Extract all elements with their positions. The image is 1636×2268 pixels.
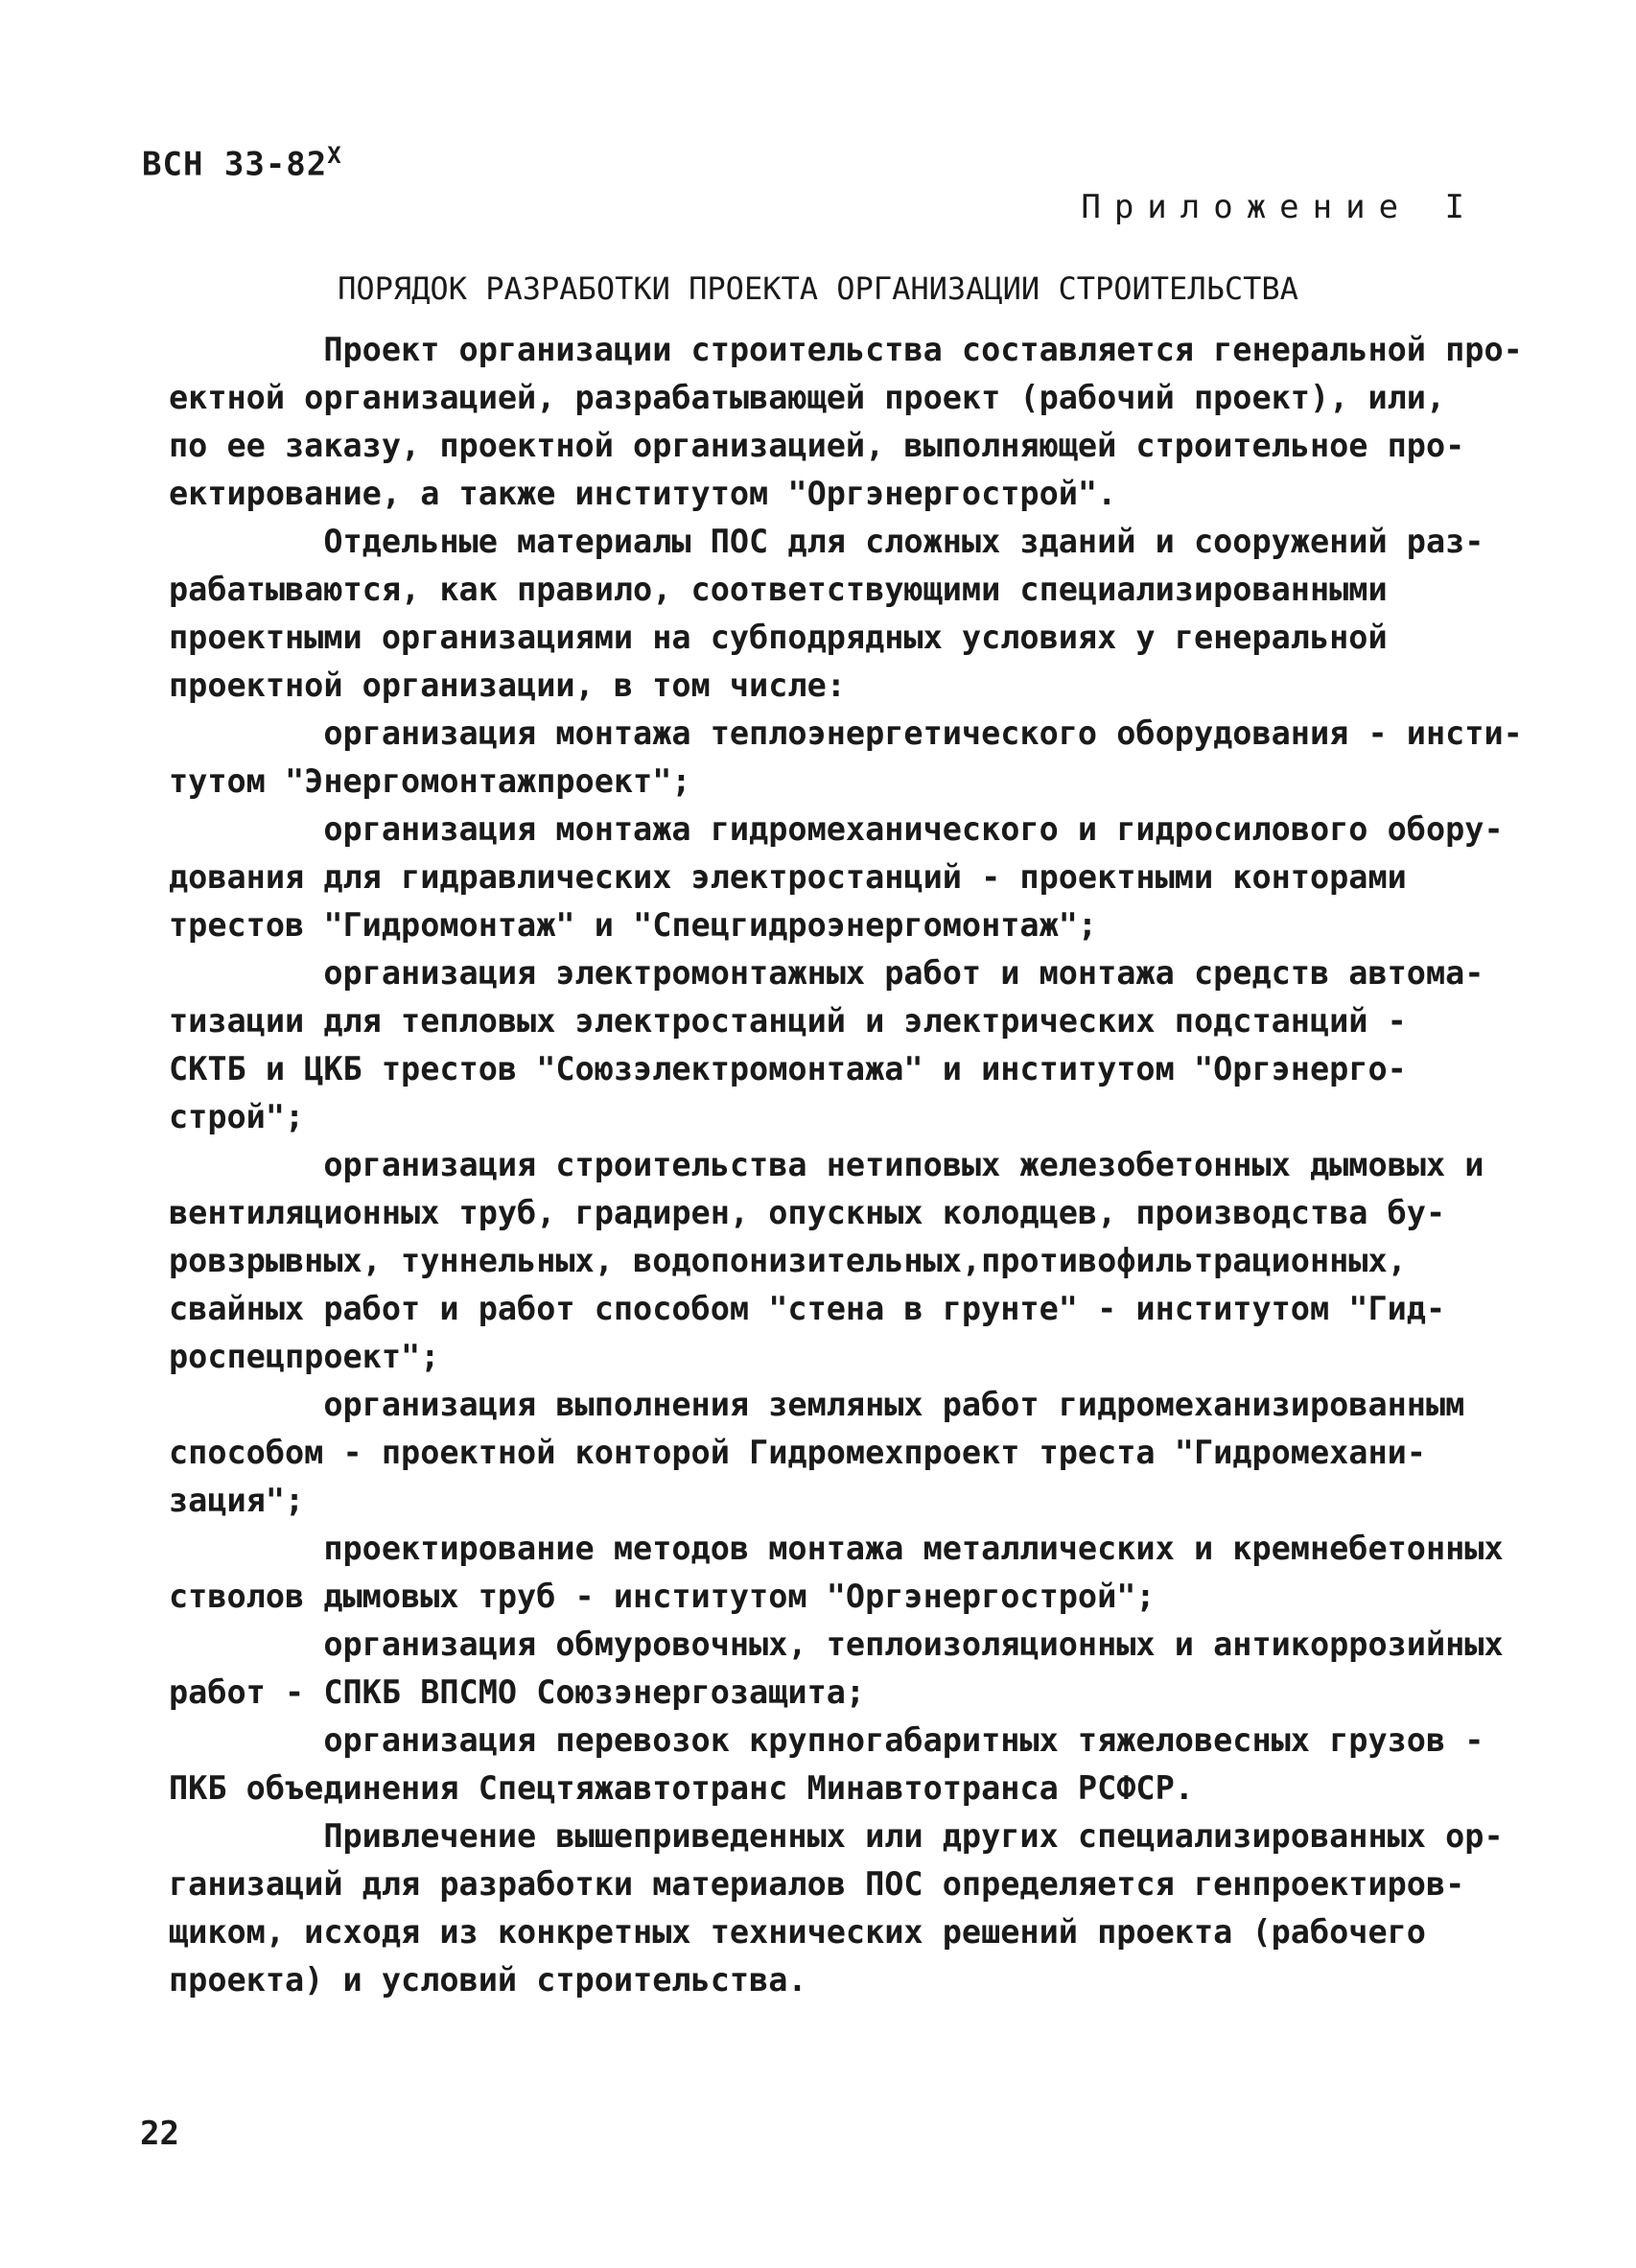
text-line: трестов "Гидромонтаж" и "Спецгидроэнергомонтаж";	[169, 906, 1098, 944]
section-title: ПОРЯДОК РАЗРАБОТКИ ПРОЕКТА ОРГАНИЗАЦИИ СТРОИТЕЛЬСТВА	[338, 270, 1298, 307]
body-text	[169, 326, 1523, 2004]
text-line: организация монтажа теплоэнергетического оборудования - инсти-	[169, 714, 1523, 752]
text-line: строй";	[169, 1098, 305, 1135]
text-line: ектной организацией, разрабатывающей проект (рабочий проект), или,	[169, 379, 1446, 416]
text-line: организация обмуровочных, теплоизоляционных и антикоррозийных	[169, 1625, 1504, 1663]
text-line: ектирование, а также институтом "Оргэнергострой".	[169, 475, 1117, 512]
text-line: Отдельные материалы ПОС для сложных зданий и сооружений раз-	[169, 523, 1484, 560]
text-line: проектными организациями на субподрядных условиях у генеральной	[169, 619, 1388, 656]
text-line: проектной организации, в том числе:	[169, 666, 846, 704]
document-code-superscript: Х	[327, 142, 342, 169]
page-number: 22	[140, 2115, 179, 2153]
text-line: Проект организации строительства составляется генеральной про-	[169, 331, 1523, 368]
text-line: работ - СПКБ ВПСМО Союзэнергозащита;	[169, 1673, 866, 1711]
text-line: способом - проектной конторой Гидромехпроект треста "Гидромехани-	[169, 1434, 1426, 1471]
appendix-label: Приложение I	[1081, 188, 1478, 226]
text-line: стволов дымовых труб - институтом "Оргэнергострой";	[169, 1578, 1156, 1615]
document-code	[142, 142, 342, 183]
text-line: Привлечение вышеприведенных или других специализированных ор-	[169, 1817, 1504, 1855]
text-line: организация перевозок крупногабаритных тяжеловесных грузов -	[169, 1721, 1484, 1759]
text-line: по ее заказу, проектной организацией, выполняющей строительное про-	[169, 427, 1465, 464]
text-line: проектирование методов монтажа металлических и кремнебетонных	[169, 1530, 1504, 1567]
text-line: роспецпроект";	[169, 1338, 440, 1375]
text-line: проекта) и условий строительства.	[169, 1961, 807, 1999]
text-line: тизации для тепловых электростанций и электрических подстанций -	[169, 1002, 1407, 1040]
text-line: свайных работ и работ способом "стена в грунте" - институтом "Гид-	[169, 1290, 1446, 1327]
text-line: зация";	[169, 1482, 305, 1519]
text-line: организация монтажа гидромеханического и гидросилового обору-	[169, 810, 1504, 848]
text-line: ганизаций для разработки материалов ПОС определяется генпроектиров-	[169, 1865, 1465, 1903]
text-line: дования для гидравлических электростанций - проектными конторами	[169, 858, 1407, 896]
text-line: СКТБ и ЦКБ трестов "Союзэлектромонтажа" и институтом "Оргэнерго-	[169, 1050, 1407, 1087]
text-line: организация электромонтажных работ и монтажа средств автома-	[169, 954, 1484, 992]
text-line: рабатываются, как правило, соответствующими специализированными	[169, 571, 1388, 608]
text-line: организация выполнения земляных работ гидромеханизированным	[169, 1386, 1465, 1423]
text-line: ровзрывных, туннельных, водопонизительных,противофильтрационных,	[169, 1242, 1407, 1279]
text-line: ПКБ объединения Спецтяжавтотранс Минавтотранса РСФСР.	[169, 1769, 1194, 1807]
text-line: щиком, исходя из конкретных технических решений проекта (рабочего	[169, 1913, 1426, 1951]
text-line: тутом "Энергомонтажпроект";	[169, 762, 691, 800]
text-line: организация строительства нетиповых железобетонных дымовых и	[169, 1146, 1484, 1183]
text-line: вентиляционных труб, градирен, опускных колодцев, производства бу-	[169, 1194, 1446, 1231]
document-code-text: ВСН 33-82	[142, 145, 328, 184]
